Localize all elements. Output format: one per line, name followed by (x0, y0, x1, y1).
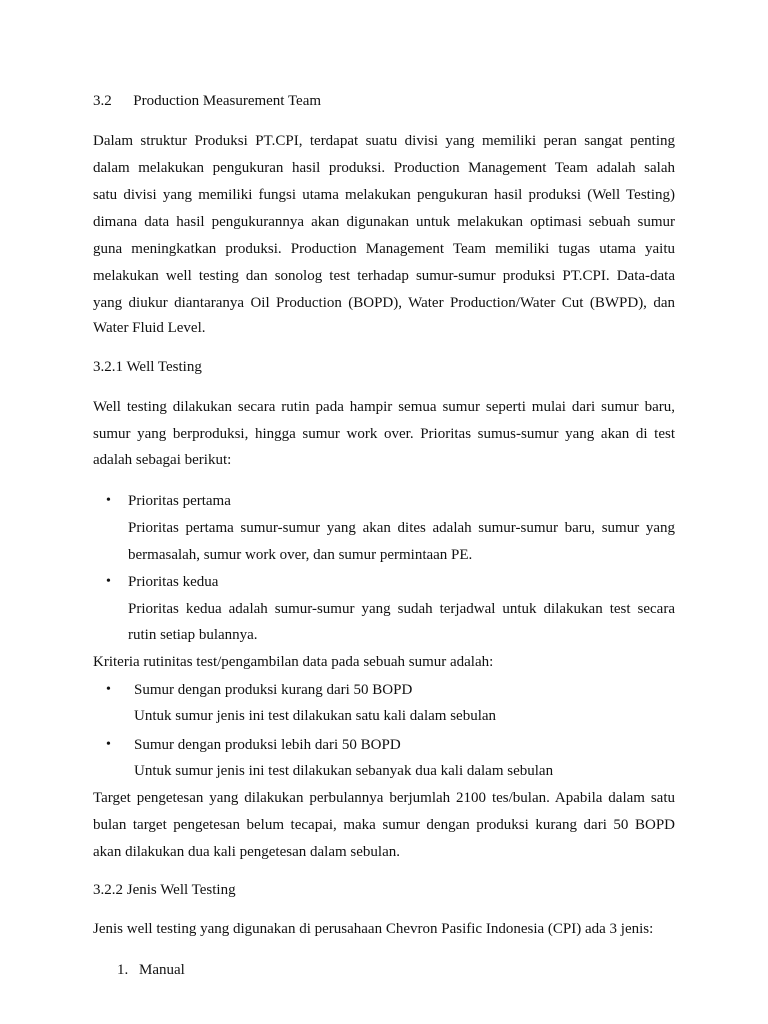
paragraph-line: melakukan well testing dan sonolog test terhadap sumur-sumur produksi PT.CPI. Data-data (93, 268, 675, 284)
criteria-title: Sumur dengan produksi kurang dari 50 BOPD (134, 682, 413, 698)
paragraph-line: adalah sebagai berikut: (93, 452, 232, 468)
section-3-2-heading (93, 91, 321, 111)
criteria-title: Sumur dengan produksi lebih dari 50 BOPD (134, 737, 401, 753)
priority-detail-line: Prioritas kedua adalah sumur-sumur yang sudah terjadwal untuk dilakukan test secara (128, 601, 675, 617)
section-3-2-title: Production Measurement Team (133, 93, 322, 109)
paragraph-line: Water Fluid Level. (93, 320, 206, 336)
paragraph-line: Well testing dilakukan secara rutin pada hampir semua sumur seperti mulai dari sumur baru, (93, 399, 675, 415)
bullet-icon: • (106, 682, 111, 697)
list-number: 1. (117, 962, 129, 978)
document-page (93, 0, 675, 1024)
paragraph-line: satu divisi yang memiliki fungsi utama melakukan pengukuran hasil produksi (Well Testing) (93, 187, 675, 203)
bullet-icon: • (106, 493, 111, 508)
paragraph-line: sumur yang berproduksi, hingga sumur work over. Prioritas sumus-sumur yang akan di test (93, 426, 675, 442)
section-3-2-number: 3.2 (93, 93, 112, 109)
bullet-icon: • (106, 737, 111, 752)
criteria-intro: Kriteria rutinitas test/pengambilan data pada sebuah sumur adalah: (93, 654, 494, 670)
paragraph-line: dalam melakukan pengukuran hasil produksi. Production Management Team adalah salah (93, 160, 675, 176)
paragraph-line: Jenis well testing yang digunakan di perusahaan Chevron Pasific Indonesia (CPI) ada 3 jenis: (93, 921, 654, 937)
list-item-label: Manual (139, 962, 185, 978)
paragraph-line: guna meningkatkan produksi. Production Management Team memiliki tugas utama yaitu (93, 241, 675, 257)
priority-title: Prioritas kedua (128, 574, 219, 590)
priority-detail-line: rutin setiap bulannya. (128, 627, 258, 643)
priority-title: Prioritas pertama (128, 493, 231, 509)
criteria-detail: Untuk sumur jenis ini test dilakukan satu kali dalam sebulan (134, 708, 497, 724)
bullet-icon: • (106, 574, 111, 589)
paragraph-line: akan dilakukan dua kali pengetesan dalam sebulan. (93, 844, 400, 860)
priority-detail-line: Prioritas pertama sumur-sumur yang akan dites adalah sumur-sumur baru, sumur yang (128, 520, 675, 536)
section-3-2-1-heading: 3.2.1 Well Testing (93, 359, 202, 375)
paragraph-line: yang diukur diantaranya Oil Production (BOPD), Water Production/Water Cut (BWPD), dan (93, 295, 675, 311)
paragraph-line: dimana data hasil pengukurannya akan digunakan untuk melakukan optimasi sebuah sumur (93, 214, 675, 230)
paragraph-line: bulan target pengetesan belum tecapai, maka sumur dengan produksi kurang dari 50 BOPD (93, 817, 675, 833)
priority-detail-line: bermasalah, sumur work over, dan sumur permintaan PE. (128, 547, 473, 563)
section-3-2-2-heading: 3.2.2 Jenis Well Testing (93, 882, 236, 898)
paragraph-line: Target pengetesan yang dilakukan perbulannya berjumlah 2100 tes/bulan. Apabila dalam satu (93, 790, 675, 806)
criteria-detail: Untuk sumur jenis ini test dilakukan sebanyak dua kali dalam sebulan (134, 763, 554, 779)
paragraph-line: Dalam struktur Produksi PT.CPI, terdapat suatu divisi yang memiliki peran sangat penting (93, 133, 675, 149)
